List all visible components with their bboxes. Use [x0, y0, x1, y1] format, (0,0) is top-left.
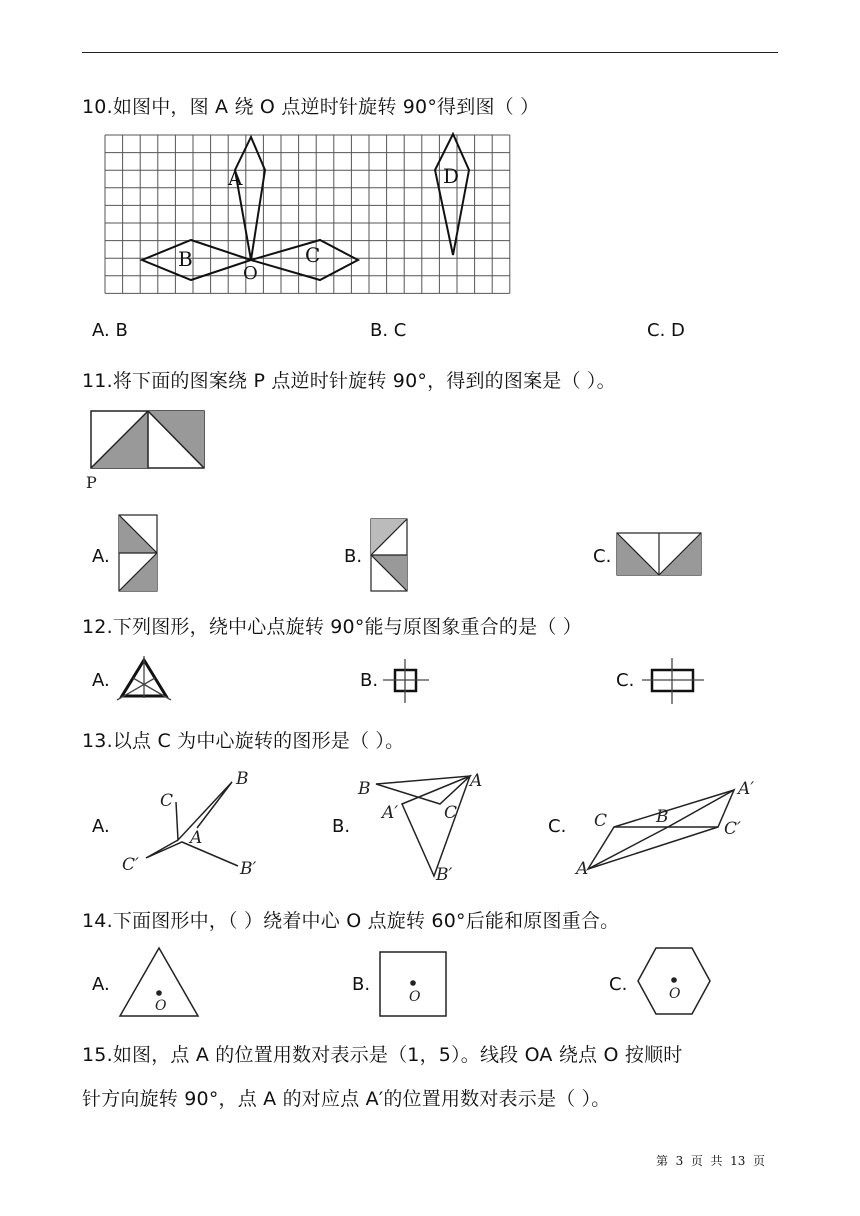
q13-option-c-figure[interactable] — [574, 776, 770, 880]
q13-option-a-figure[interactable] — [120, 762, 270, 882]
label-b-prime: B′ — [240, 859, 257, 879]
center-o-label: O — [409, 989, 421, 1005]
q11-option-a-figure[interactable] — [118, 514, 160, 594]
label-a: A — [228, 166, 243, 190]
label-a-prime: A′ — [738, 779, 755, 799]
q14-option-b-figure[interactable] — [374, 948, 454, 1020]
q12-option-b[interactable]: B. — [360, 670, 379, 691]
q11-option-b[interactable]: B. — [344, 546, 363, 567]
label-a: A — [470, 771, 483, 791]
question-11-pattern-figure — [84, 408, 214, 494]
label-c-prime: C′ — [122, 855, 139, 875]
q12-option-b-figure[interactable] — [383, 659, 429, 703]
label-c: C — [305, 243, 321, 267]
question-10-grid-figure — [102, 132, 512, 304]
question-13-stem: 13.以点 C 为中心旋转的图形是（ ）。 — [82, 730, 405, 752]
label-c-prime: C′ — [724, 819, 741, 839]
label-b: B — [656, 807, 669, 827]
label-c: C — [160, 791, 174, 811]
q14-option-b[interactable]: B. — [352, 974, 371, 995]
q10-option-c[interactable]: C. D — [647, 320, 685, 341]
question-14-stem: 14.下面图形中，（ ）绕着中心 O 点旋转 60°后能和原图重合。 — [82, 910, 620, 932]
q12-option-c[interactable]: C. — [616, 670, 635, 691]
label-d: D — [443, 164, 460, 188]
q10-option-a[interactable]: A. B — [92, 320, 128, 341]
q11-option-c[interactable]: C. — [593, 546, 612, 567]
center-o-label: O — [155, 998, 167, 1014]
label-b: B — [178, 247, 193, 271]
shape-a — [235, 137, 265, 260]
q12-option-a[interactable]: A. — [92, 670, 110, 691]
shape-b — [142, 240, 251, 280]
label-c: C — [444, 803, 458, 823]
q11-option-a[interactable]: A. — [92, 546, 110, 567]
label-o: O — [243, 263, 258, 284]
q14-option-a-figure[interactable] — [118, 944, 202, 1020]
q13-option-b[interactable]: B. — [332, 816, 351, 837]
header-rule — [82, 52, 778, 53]
label-c: C — [594, 811, 608, 831]
question-15-stem-line2: 针方向旋转 90°，点 A 的对应点 A′的位置用数对表示是（ ）。 — [82, 1088, 611, 1110]
question-15-stem-line1: 15.如图，点 A 的位置用数对表示是（1，5）。线段 OA 绕点 O 按顺时 — [82, 1044, 683, 1066]
q13-option-c[interactable]: C. — [548, 816, 567, 837]
label-b: B — [358, 779, 371, 799]
label-b-prime: B′ — [436, 865, 453, 885]
q11-option-c-figure[interactable] — [616, 532, 704, 578]
q12-option-c-figure[interactable] — [642, 658, 704, 704]
q12-option-a-figure[interactable] — [115, 656, 173, 702]
q13-option-a[interactable]: A. — [92, 816, 110, 837]
question-10-stem: 10.如图中，图 A 绕 O 点逆时针旋转 90°得到图（ ） — [82, 96, 540, 118]
label-b: B — [236, 769, 249, 789]
question-12-stem: 12.下列图形，绕中心点旋转 90°能与原图象重合的是（ ） — [82, 616, 582, 638]
q10-option-b[interactable]: B. C — [370, 320, 407, 341]
q11-option-b-figure[interactable] — [370, 518, 410, 594]
q14-option-c-figure[interactable] — [636, 944, 714, 1018]
q14-option-a[interactable]: A. — [92, 974, 110, 995]
center-o-label: O — [669, 986, 681, 1002]
point-p-label: P — [86, 473, 97, 492]
q13-option-b-figure[interactable] — [356, 766, 492, 886]
page-footer: 第 3 页 共 13 页 — [656, 1154, 766, 1168]
label-a: A — [190, 828, 203, 848]
label-a-prime: A′ — [382, 803, 399, 823]
label-a: A — [576, 859, 589, 879]
q14-option-c[interactable]: C. — [609, 974, 628, 995]
question-11-stem: 11.将下面的图案绕 P 点逆时针旋转 90°，得到的图案是（ ）。 — [82, 370, 616, 392]
